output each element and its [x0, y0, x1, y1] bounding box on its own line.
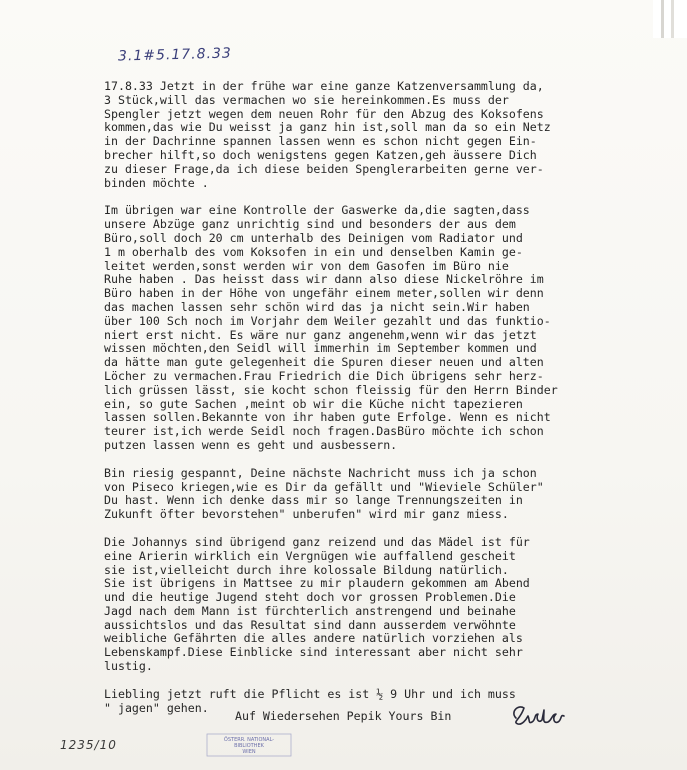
reference-number: 3.1#5.17.8.33 [117, 45, 232, 65]
text-line: Löcher zu vermachen.Frau Friedrich die Dich übrigens sehr herz- [104, 368, 544, 383]
text-line: Die Johannys sind übrigend ganz reizend und das Mädel ist für [104, 534, 530, 549]
stamp-line-3: WIEN [242, 749, 256, 755]
text-line: binden möchte . [104, 175, 209, 190]
text-line: Liebling jetzt ruft die Pflicht es ist ½ 9 Uhr und ich muss [104, 686, 516, 701]
text-line: weibliche Gefährten die alles andere natürlich vorziehen als [104, 631, 523, 646]
text-line: Im übrigen war eine Kontrolle der Gaswerke da,die sagten,dass [104, 203, 530, 218]
text-line: Du hast. Wenn ich denke dass mir so lange Trennungszeiten in [104, 493, 523, 508]
text-line: Bin riesig gespannt, Deine nächste Nachricht muss ich ja schon [104, 465, 537, 480]
text-line: das machen lassen sehr schön wird das ja nicht sein.Wir haben [104, 299, 530, 314]
text-line: Jagd nach dem Mann ist fürchterlich anstrengend und beinahe [104, 603, 516, 618]
text-line: teurer ist,ich werde Seidl noch fragen.DasBüro möchte ich schon [104, 424, 544, 439]
text-line: sie ist,vielleicht durch ihre kolossale Bildung natürlich. [104, 562, 509, 577]
text-line: Spengler jetzt wegen dem neuen Rohr für den Abzug des Koksofens [104, 106, 544, 121]
page-edge [653, 0, 687, 38]
letter-paragraph [104, 204, 664, 452]
text-line: putzen lassen wenn es geht und ausbessern. [104, 437, 398, 452]
text-line: Lebenskampf.Diese Einblicke sind interessant aber nicht sehr [104, 645, 523, 660]
text-line: Sie ist übrigens in Mattsee zu mir plaudern gekommen am Abend [104, 576, 530, 591]
archive-number: 1235/10 [60, 738, 117, 752]
letter-paragraph [104, 467, 664, 522]
text-line: lassen sollen.Bekannte von ihr haben gute Erfolge. Wenn es nicht [104, 410, 551, 425]
text-line: Zukunft öfter bevorstehen" unberufen" wird mir ganz miess. [104, 507, 509, 522]
text-line: Büro,soll doch 20 cm unterhalb des Deinigen vom Radiator und [104, 230, 523, 245]
text-line: 17.8.33 Jetzt in der frühe war eine ganze Katzenversammlung da, [104, 79, 544, 93]
letter-paragraph [104, 536, 664, 674]
letter-paragraph [104, 80, 664, 190]
text-line: Ruhe haben . Das heisst dass wir dann also diese Nickelröhre im [104, 272, 544, 287]
closing-line: Auf Wiedersehen Pepik Yours Bin [235, 709, 452, 723]
text-line: aussichtslos und das Resultat sind dann ausserdem verwöhnte [104, 617, 516, 632]
text-line: und die heutige Jugend steht doch vor grossen Problemen.Die [104, 590, 516, 605]
library-stamp [206, 733, 292, 757]
text-line: eine Arierin wirklich ein Vergnügen wie auffallend gescheit [104, 548, 516, 563]
text-line: Büro haben in der Höhe von ungefähr einem meter,sollen wir denn [104, 286, 544, 301]
text-line: kommen,das wie Du weisst ja ganz hin ist,soll man da so ein Netz [104, 120, 551, 135]
text-line: von Piseco kriegen,wie es Dir da gefällt und "Wieviele Schüler" [104, 479, 544, 494]
text-line: 1 m oberhalb des vom Koksofen in ein und denselben Kamin ge- [104, 244, 523, 259]
text-line: brecher hilft,so doch wenigstens gegen Katzen,geh äussere Dich [104, 147, 537, 162]
text-line: in der Dachrinne spannen lassen wenn es schon nicht gegen Ein- [104, 134, 537, 149]
text-line: lich grüssen lässt, sie kocht schon fleissig für den Herrn Binder [104, 382, 558, 397]
text-line: ein, so gute Sachen ,meint ob wir die Küche nicht tapezieren [104, 396, 523, 411]
text-line: lustig. [104, 659, 153, 674]
text-line: leitet werden,sonst werden wir von dem Gasofen im Büro nie [104, 258, 509, 273]
text-line: " jagen" gehen. [104, 700, 209, 715]
signature-image [508, 700, 568, 728]
text-line: da hätte man gute gelegenheit die Spuren dieser neuen und alten [104, 355, 544, 370]
text-line: niert erst nicht. Es wäre nur ganz angenehm,wenn wir das jetzt [104, 327, 537, 342]
text-line: 3 Stück,will das vermachen wo sie hereinkommen.Es muss der [104, 92, 509, 107]
letter-body [104, 80, 664, 729]
text-line: unsere Abzüge ganz unrichtig sind und besonders der aus dem [104, 217, 516, 232]
stamp-line-2: BIBLIOTHEK [234, 743, 264, 749]
text-line: zu dieser Frage,da ich diese beiden Spenglerarbeiten gerne ver- [104, 161, 544, 176]
stamp-line-1: ÖSTERR. NATIONAL- [223, 737, 275, 743]
text-line: über 100 Sch noch im Vorjahr dem Weiler gezahlt und das funktio- [104, 313, 551, 328]
text-line: wissen möchten,den Seidl will immerhin im September kommen und [104, 341, 537, 356]
